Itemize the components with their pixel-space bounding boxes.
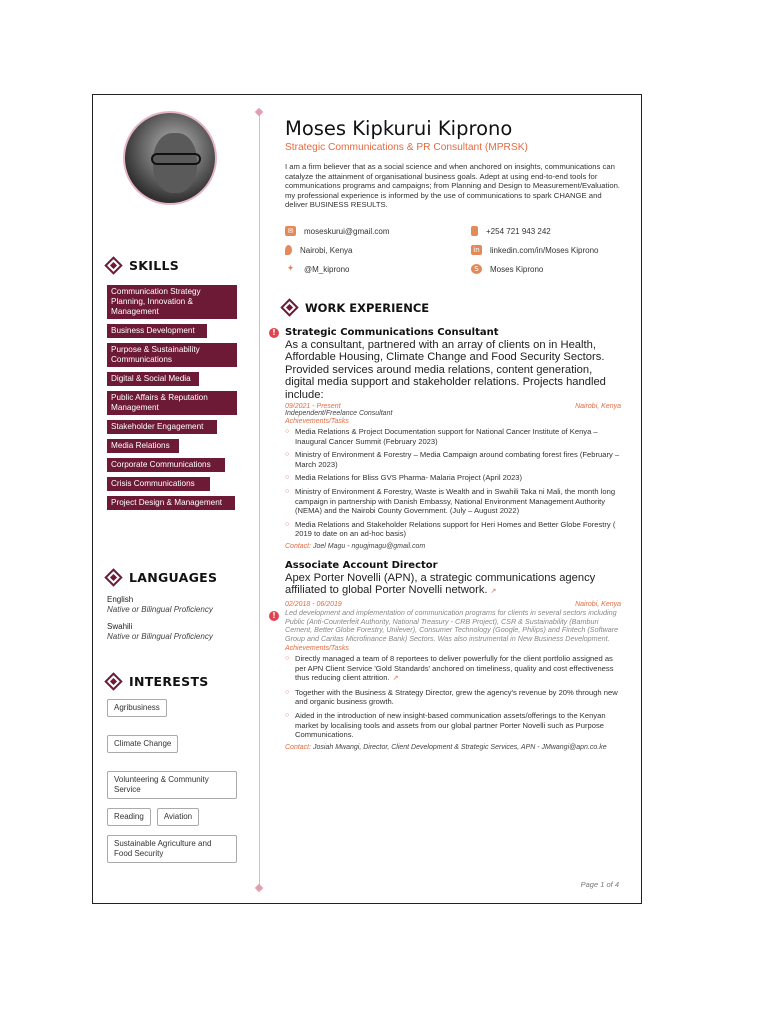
job-dates: 09/2021 - Present — [285, 403, 341, 410]
diamond-icon — [280, 299, 298, 317]
contact-grid — [285, 226, 621, 275]
location-icon — [285, 245, 292, 255]
contact-skype[interactable] — [471, 264, 621, 275]
list-item: ○ Together with the Business & Strategy Director, grew the agency's revenue by 20% through new and organic business growth. — [285, 688, 621, 707]
languages-list — [107, 595, 247, 642]
job-contact: Contact: Joel Magu - ngugjmagu@gmail.com — [285, 542, 426, 550]
skill-tag: Public Affairs & Reputation Management — [107, 391, 237, 415]
job-dates: 02/2018 - 06/2019 — [285, 600, 342, 608]
skill-tag: Corporate Communications — [107, 458, 225, 472]
achievements-list — [285, 654, 621, 740]
interests-heading — [107, 674, 209, 689]
external-link-icon[interactable]: ↗ — [490, 588, 497, 596]
alert-icon: ! — [269, 328, 279, 338]
interest-chip: Volunteering & Community Service — [107, 771, 237, 799]
contact-label: Contact — [285, 542, 310, 550]
skill-tag: Business Development — [107, 324, 207, 338]
contact-text: linkedin.com/in/Moses Kiprono — [490, 245, 599, 255]
language-level: Native or Bilingual Proficiency — [107, 632, 213, 641]
contact-phone[interactable] — [471, 226, 621, 237]
twitter-icon: ✦ — [286, 264, 295, 275]
list-item-text: Directly managed a team of 8 reportees to deliver powerfully for the client portfolio assigned as per APN Client Service 'Gold Standards' anchored on timeliness, quality and cost effectiveness thus reducing client attrition. — [295, 653, 614, 683]
phone-icon — [471, 226, 478, 236]
job-entry — [272, 559, 621, 751]
skill-tag: Purpose & Sustainability Communications — [107, 343, 237, 367]
person-title: Strategic Communications & PR Consultant (MPRSK) — [285, 142, 528, 153]
job-meta — [285, 601, 621, 608]
work-heading-text: WORK EXPERIENCE — [305, 300, 430, 315]
job-summary: Led development and implementation of communication programs for clients in several sectors including Public (Anti-Counterfeit Authority, National Treasury - CRB Project), CSR & Sustainability (Bamburi Cement, Better Globe Forestry, Unilever), Consumer Technology (Google, Philips) and Fintech (Software Group and Caritas Microfinance Bank) Sectors. Was also instrumental in New Business Development. — [285, 607, 619, 644]
job-title: Associate Account Director — [285, 559, 438, 571]
page-number: Page 1 of 4 — [580, 880, 619, 889]
list-item: ○ Ministry of Environment & Forestry, Waste is Wealth and in Swahili Taka ni Mali, the month long campaign in partnership with Danish Embassy, National Environment Management Authority (NEMA) and the Nairobi County Government. (July – August 2022) — [285, 487, 621, 516]
languages-heading — [107, 570, 217, 585]
alert-icon: ! — [269, 611, 279, 621]
interest-chip: Reading — [107, 808, 151, 826]
contact-text: moseskurui@gmail.com — [304, 226, 390, 236]
linkedin-icon: in — [471, 245, 482, 255]
email-icon: ✉ — [285, 226, 296, 236]
job-entry — [272, 326, 621, 550]
skill-tag: Digital & Social Media — [107, 372, 199, 386]
language-level: Native or Bilingual Proficiency — [107, 605, 213, 614]
work-experience-heading — [283, 301, 621, 315]
contact-text: Nairobi, Kenya — [300, 245, 353, 255]
list-item: ○ Ministry of Environment & Forestry – Media Campaign around combating forest fires (February – March 2023) — [285, 450, 621, 469]
interests-list — [107, 699, 239, 863]
list-item: ○ Media Relations and Stakeholder Relations support for Heri Homes and Better Globe Forestry ( 2019 to date on an ad-hoc basis) — [285, 520, 621, 539]
diamond-icon — [104, 672, 122, 690]
divider-bottom-dot — [255, 884, 263, 892]
resume-page — [92, 94, 642, 904]
achievements-label: Achievements/Tasks — [285, 644, 349, 652]
languages-heading-text: LANGUAGES — [129, 570, 218, 585]
skills-heading-text: SKILLS — [129, 258, 180, 273]
job-title: Strategic Communications Consultant — [285, 326, 499, 338]
list-item — [285, 654, 621, 684]
skill-tag: Crisis Communications — [107, 477, 210, 491]
job-description-text: Apex Porter Novelli (APN), a strategic communications agency affiliated to global Porter Novelli network. — [285, 571, 596, 597]
language-name: Swahili — [107, 622, 133, 631]
interest-chip: Aviation — [157, 808, 199, 826]
profile-summary: I am a firm believer that as a social science and when anchored on insights, communications can catalyze the attainment of organisational business goals. Adept at using end-to-end tools for communications programs and campaigns; from Planning and Design to Measurement/Evaluation. my professional experience is informed by the use of communications to spark CHANGE and deliver BUSINESS RESULTS. — [285, 162, 621, 210]
contact-value: Josiah Mwangi, Director, Client Development & Strategic Services, APN - JMwangi@apn.co.ke — [313, 743, 607, 751]
skill-tag: Project Design & Management — [107, 496, 235, 510]
main-column — [272, 117, 621, 751]
job-location: Nairobi, Kenya — [575, 403, 621, 410]
person-name: Moses Kipkurui Kiprono — [285, 117, 513, 140]
skills-heading — [107, 258, 179, 273]
job-location: Nairobi, Kenya — [575, 600, 621, 608]
diamond-icon — [104, 256, 122, 274]
external-link-icon[interactable]: ↗ — [392, 675, 399, 683]
skill-tag: Media Relations — [107, 439, 179, 453]
job-description — [285, 572, 621, 599]
job-contact: Contact: Josiah Mwangi, Director, Client Development & Strategic Services, APN - JMwangi@apn.co.ke — [285, 743, 607, 751]
interests-heading-text: INTERESTS — [129, 674, 209, 689]
contact-label: Contact — [285, 743, 310, 751]
divider-top-dot — [255, 108, 263, 116]
contact-location — [285, 245, 471, 256]
list-item: ○ Media Relations for Bliss GVS Pharma- Malaria Project (April 2023) — [285, 473, 621, 483]
interest-chip: Agribusiness — [107, 699, 167, 717]
job-description: As a consultant, partnered with an array of clients on in Health, Affordable Housing, Climate Change and Food Security Sectors. Provided services around media relations, content generation, digital media support and stakeholder relations. Projects handled include: — [285, 338, 606, 401]
skype-icon: S — [471, 264, 482, 274]
contact-linkedin[interactable] — [471, 245, 621, 256]
job-org: Independent/Freelance Consultant — [285, 410, 393, 417]
skills-list — [107, 285, 239, 515]
diamond-icon — [104, 568, 122, 586]
interest-chip: Climate Change — [107, 735, 178, 753]
interest-chip: Sustainable Agriculture and Food Security — [107, 835, 237, 863]
contact-text: +254 721 943 242 — [486, 226, 551, 236]
vertical-divider — [259, 111, 260, 889]
job-meta — [285, 403, 621, 410]
avatar-glasses — [151, 153, 201, 165]
contact-email[interactable] — [285, 226, 471, 237]
contact-value: Joel Magu - ngugjmagu@gmail.com — [313, 542, 426, 550]
contact-text: @M_kiprono — [304, 264, 350, 274]
achievements-label: Achievements/Tasks — [285, 418, 349, 425]
list-item: ○ Media Relations & Project Documentation support for National Cancer Institute of Kenya – Inaugural Cancer Summit (February 2023) — [285, 427, 621, 446]
avatar — [123, 111, 217, 205]
skill-tag: Stakeholder Engagement — [107, 420, 217, 434]
contact-text: Moses Kiprono — [490, 264, 544, 274]
contact-twitter[interactable] — [285, 264, 471, 275]
language-name: English — [107, 595, 134, 604]
achievements-list — [285, 427, 621, 539]
skill-tag: Communication Strategy Planning, Innovation & Management — [107, 285, 237, 319]
list-item: ○ Aided in the introduction of new insight-based communication assets/offerings to the Kenyan market by localising tools and assets from our global partner Porter Novelli such as Purpose Communications. — [285, 711, 621, 740]
